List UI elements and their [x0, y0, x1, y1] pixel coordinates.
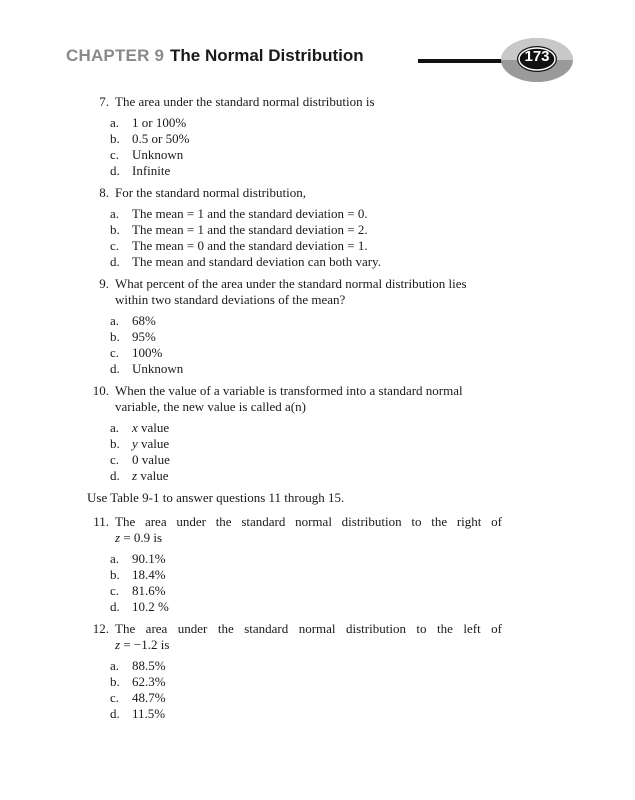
option-c[interactable]: c. 100% [110, 345, 163, 360]
answer-options [110, 313, 502, 377]
page-number: 173 [524, 48, 550, 65]
question-text-line-2: within two standard deviations of the mean? [115, 292, 346, 307]
question-text-line-1: The area under the standard normal distribution to the right of [115, 514, 502, 529]
page-header [0, 0, 635, 90]
option-b[interactable]: b. The mean = 1 and the standard deviation = 2. [110, 222, 368, 237]
option-d[interactable]: d. The mean and standard deviation can both vary. [110, 254, 381, 269]
option-d[interactable]: d. Infinite [110, 163, 171, 178]
option-d[interactable]: d. Unknown [110, 361, 184, 376]
option-c[interactable]: c. 81.6% [110, 583, 166, 598]
answer-options [110, 115, 502, 179]
option-b[interactable]: b. y value [110, 436, 170, 451]
option-a[interactable]: a. x value [110, 420, 170, 435]
question-number: 10. [92, 383, 109, 398]
question-number: 7. [99, 94, 109, 109]
question-text: For the standard normal distribution, [115, 185, 307, 200]
question-text-line-1: When the value of a variable is transformed into a standard normal [115, 383, 463, 398]
option-d[interactable]: d. 10.2 % [110, 599, 169, 614]
question-number: 11. [93, 514, 109, 529]
question-7 [80, 94, 502, 179]
option-c[interactable]: c. 0 value [110, 452, 170, 467]
option-a[interactable]: a. 1 or 100% [110, 115, 187, 130]
question-number: 12. [92, 621, 109, 636]
option-a[interactable]: a. 68% [110, 313, 156, 328]
option-c[interactable]: c. 48.7% [110, 690, 166, 705]
option-b[interactable]: b. 0.5 or 50% [110, 131, 190, 146]
option-b[interactable]: b. 18.4% [110, 567, 166, 582]
question-list [80, 94, 502, 728]
question-text-line-2: z = −1.2 is [115, 637, 170, 652]
answer-options [110, 658, 502, 722]
question-text-line-2: z = 0.9 is [115, 530, 163, 545]
option-b[interactable]: b. 95% [110, 329, 156, 344]
question-8 [80, 185, 502, 270]
question-10 [80, 383, 502, 484]
chapter-label: CHAPTER 9 [66, 46, 165, 65]
question-number: 9. [99, 276, 109, 291]
question-text-line-2: variable, the new value is called a(n) [115, 399, 306, 414]
question-text-line-1: What percent of the area under the standard normal distribution lies [115, 276, 467, 291]
option-a[interactable]: a. The mean = 1 and the standard deviation = 0. [110, 206, 368, 221]
question-number: 8. [99, 185, 109, 200]
question-text: The area under the standard normal distribution is [115, 94, 375, 109]
answer-options [110, 206, 502, 270]
instruction-text: Use Table 9-1 to answer questions 11 through 15. [87, 490, 345, 505]
option-d[interactable]: d. 11.5% [110, 706, 166, 721]
answer-options [110, 420, 502, 484]
question-11 [80, 514, 502, 615]
option-d[interactable]: d. z value [110, 468, 169, 483]
option-a[interactable]: a. 88.5% [110, 658, 166, 673]
question-text-line-1: The area under the standard normal distribution to the left of [115, 621, 502, 636]
question-12 [80, 621, 502, 722]
option-c[interactable]: c. Unknown [110, 147, 184, 162]
chapter-title: The Normal Distribution [170, 46, 364, 65]
option-a[interactable]: a. 90.1% [110, 551, 166, 566]
option-c[interactable]: c. The mean = 0 and the standard deviation = 1. [110, 238, 368, 253]
answer-options [110, 551, 502, 615]
question-9 [80, 276, 502, 377]
option-b[interactable]: b. 62.3% [110, 674, 166, 689]
